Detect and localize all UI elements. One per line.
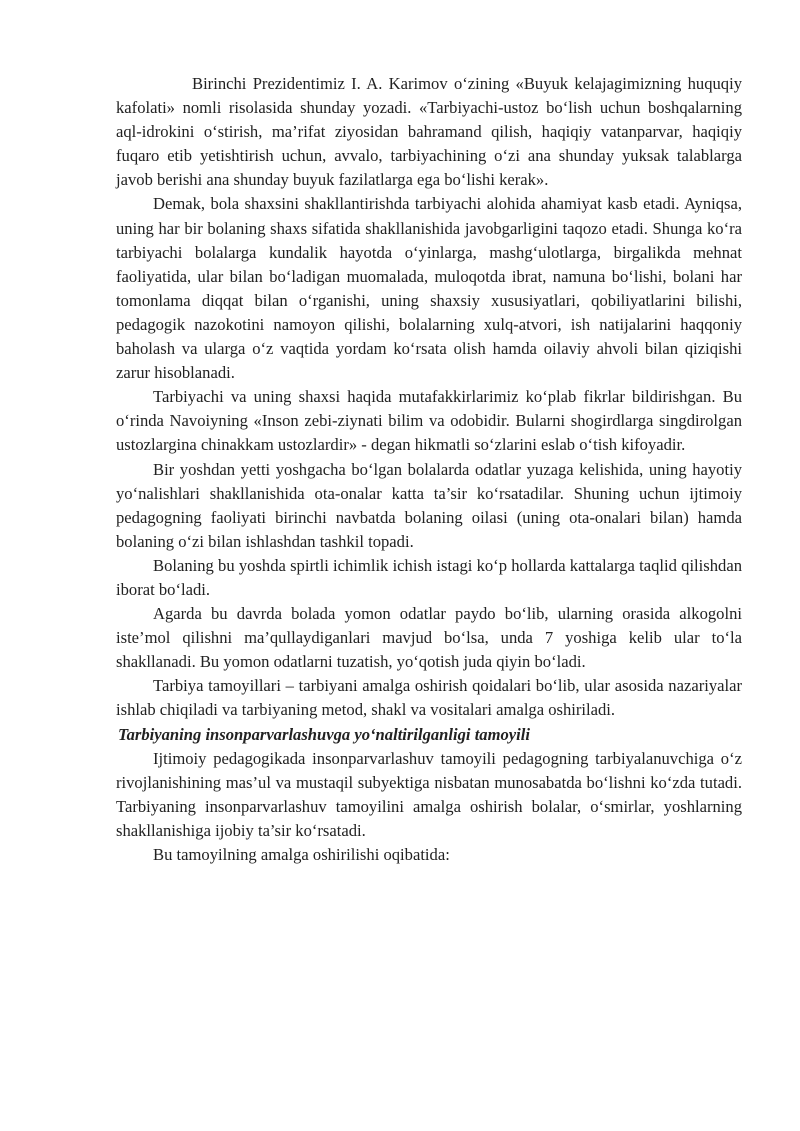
paragraph-1: Birinchi Prezidentimiz I. A. Karimov o‘zining «Buyuk kelajagimizning huquqiy kafolati» nomli risolasida shunday yozadi. «Tarbiyachi-ustoz bo‘lish uchun boshqalarning aql-idrokini o‘stirish, ma’rifat ziyosidan bahramand qilish, haqiqiy vatanparvar, haqiqiy fuqaro etib yetishtirish uchun, avvalo, tarbiyachining o‘zi ana shunday yuksak talablarga javob berishi ana shunday buyuk fazilatlarga ega bo‘lishi kerak». bbox=[116, 74, 742, 190]
paragraph-2: Demak, bola shaxsini shakllantirishda tarbiyachi alohida ahamiyat kasb etadi. Ayniqsa, uning har bir bolaning shaxs sifatida shakllanishida javobgarligini taqozo etadi. Shunga ko‘ra tarbiyachi bolalarga kundalik hayotda o‘yinlarga, mashg‘ulotlarga, birgalikda mehnat faoliyatida, ular bilan bo‘ladigan muomalada, muloqotda ibrat, namuna bo‘lishi, bolani har tomonlama diqqat bilan o‘rganishi, uning shaxsiy xususiyatlari, qobiliyatlarini bilishi, pedagogik nazokotini namoyon qilishi, bolalarning xulq-atvori, ish natijalarini haqqoniy baholash va ularga o‘z vaqtida yordam ko‘rsata olish hamda oilaviy ahvoli bilan qiziqishi zarur hisoblanadi. bbox=[116, 194, 742, 383]
paragraph-7: Tarbiya tamoyillari – tarbiyani amalga oshirish qoidalari bo‘lib, ular asosida nazariyalar ishlab chiqiladi va tarbiyaning metod, shakl va vositalari amalga oshiriladi. bbox=[116, 676, 742, 720]
section-heading: Tarbiyaning insonparvarlashuvga yo‘naltirilganligi tamoyili bbox=[118, 724, 530, 744]
document-page bbox=[116, 72, 742, 867]
paragraph-6: Agarda bu davrda bolada yomon odatlar paydo bo‘lib, ularning orasida alkogolni iste’mol qilishni ma’qullaydiganlari mavjud bo‘lsa, unda 7 yoshiga kelib ular to‘la shakllanadi. Bu yomon odatlarni tuzatish, yo‘qotish juda qiyin bo‘ladi. bbox=[116, 604, 742, 672]
paragraph-3: Tarbiyachi va uning shaxsi haqida mutafakkirlarimiz ko‘plab fikrlar bildirishgan. Bu o‘rinda Navoiyning «Inson zebi-ziynati bilim va odobidir. Bularni shogirdlarga singdirolgan ustozlargina chinakkam ustozlardir» - degan hikmatli so‘zlarini eslab o‘tish kifoyadir. bbox=[116, 387, 742, 455]
paragraph-9: Bu tamoyilning amalga oshirilishi oqibatida: bbox=[153, 845, 450, 864]
paragraph-5: Bolaning bu yoshda spirtli ichimlik ichish istagi ko‘p hollarda kattalarga taqlid qilishdan iborat bo‘ladi. bbox=[116, 555, 742, 599]
paragraph-4: Bir yoshdan yetti yoshgacha bo‘lgan bolalarda odatlar yuzaga kelishida, uning hayotiy yo‘nalishlari shakllanishida ota-onalar katta ta’sir ko‘rsatadilar. Shuning uchun ijtimoiy pedagogning faoliyati birinchi navbatda bolaning oilasi (uning ota-onalari bilan) hamda bolaning o‘zi bilan ishlashdan tashkil topadi. bbox=[116, 459, 742, 551]
paragraph-8: Ijtimoiy pedagogikada insonparvarlashuv tamoyili pedagogning tarbiyalanuvchiga o‘z rivojlanishining mas’ul va mustaqil subyektiga nisbatan munosabatda bo‘lishni ko‘zda tutadi. Tarbiyaning insonparvarlashuv tamoyilini amalga oshirish bolalar, o‘smirlar, yoshlarning shakllanishiga ijobiy ta’sir ko‘rsatadi. bbox=[116, 748, 742, 840]
